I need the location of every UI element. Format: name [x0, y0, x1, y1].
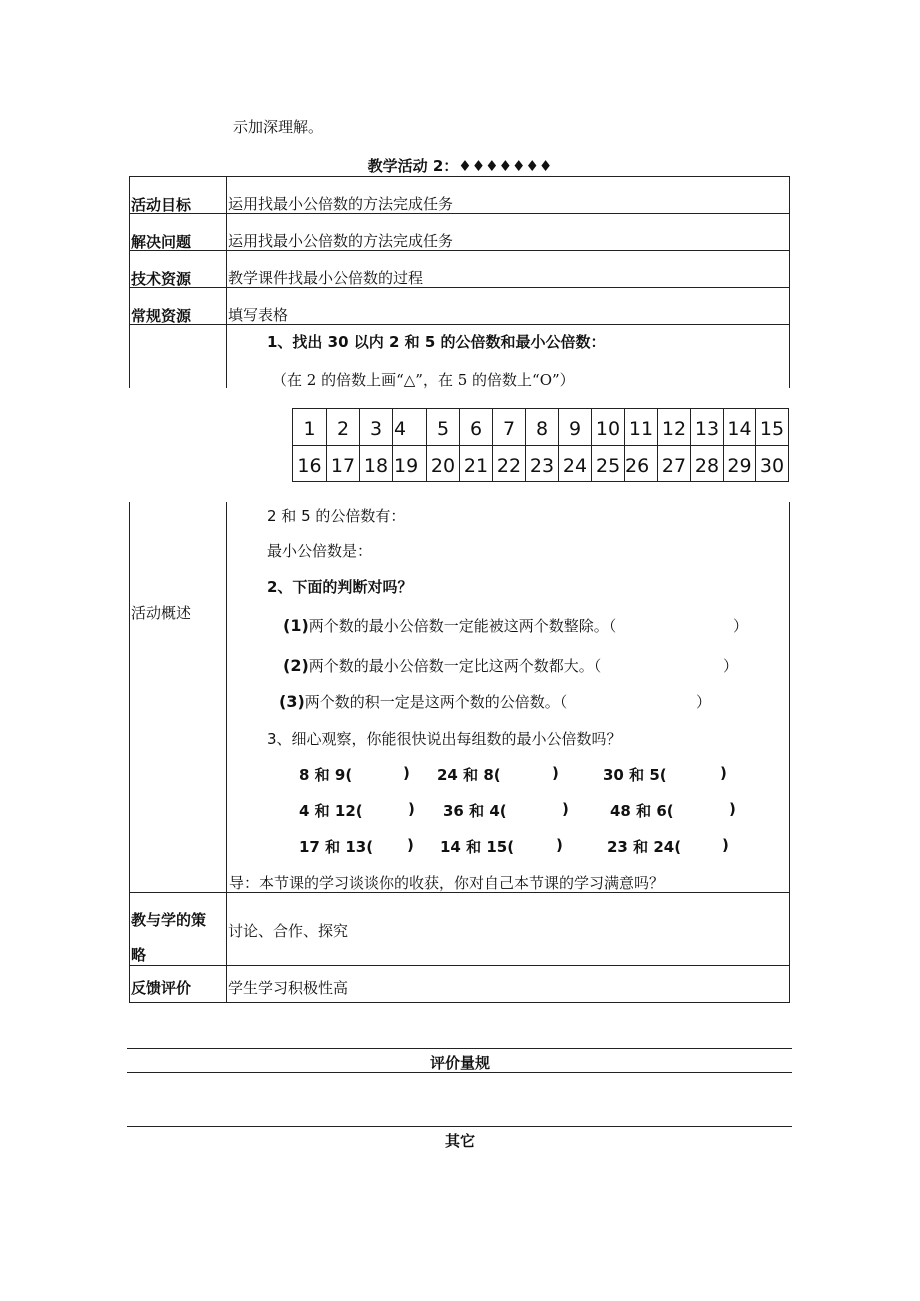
lcm-question: 48 和 6( [610, 802, 674, 820]
number-cell: 19 [393, 446, 427, 482]
table-border-left [129, 176, 130, 388]
number-cell: 3 [360, 409, 393, 445]
number-cell: 18 [360, 446, 393, 482]
other-top-rule [127, 1126, 792, 1127]
number-grid [292, 408, 789, 482]
judgment-item [283, 615, 616, 636]
goal-label: 活动目标 [131, 196, 192, 214]
judgment-number: (1) [283, 616, 309, 635]
number-cell: 4 [393, 409, 427, 445]
lcm-question-close: ) [556, 836, 563, 854]
table-border-left [129, 502, 130, 1003]
number-cell: 8 [526, 409, 559, 445]
number-cell: 12 [658, 409, 691, 445]
number-cell: 11 [625, 409, 658, 445]
table-border-right [789, 502, 790, 1003]
table-column-divider [226, 502, 227, 1003]
activity-title: 教学活动 2：♦♦♦♦♦♦♦ [367, 157, 553, 175]
number-cell: 9 [559, 409, 592, 445]
table-border-bottom [129, 1002, 790, 1003]
problem-value: 运用找最小公倍数的方法完成任务 [228, 232, 454, 250]
judgment-close: ） [723, 657, 739, 675]
judgment-number: (2) [283, 656, 309, 675]
number-cell: 5 [427, 409, 460, 445]
lcm-question: 17 和 13( [299, 838, 374, 856]
number-cell: 22 [493, 446, 526, 482]
number-cell: 15 [759, 418, 785, 440]
lcm-question-close: ) [403, 764, 410, 782]
task1-title: 1、找出 30 以内 2 和 5 的公倍数和最小公倍数： [267, 333, 606, 351]
judgment-text: 两个数的最小公倍数一定比这两个数都大。（ [308, 657, 602, 675]
number-grid-row-1 [293, 409, 788, 445]
rubric-bottom-rule [127, 1072, 792, 1073]
lcm-question: 4 和 12( [299, 802, 363, 820]
number-cell: 16 [293, 446, 327, 482]
number-cell: 2 [327, 409, 360, 445]
lcm-question-close: ) [722, 836, 729, 854]
lcm-question-close: ) [729, 800, 736, 818]
feedback-value: 学生学习积极性高 [228, 979, 349, 997]
number-cell: 14 [724, 409, 756, 445]
task1-instruction: （在 2 的倍数上画“△”，在 5 的倍数上“O”） [272, 371, 575, 389]
number-cell: 23 [526, 446, 559, 482]
other-title: 其它 [444, 1132, 475, 1150]
number-cell: 25 [592, 446, 625, 482]
number-cell: 21 [460, 446, 493, 482]
task2-title: 2、下面的判断对吗？ [267, 578, 413, 596]
number-cell: 17 [327, 446, 360, 482]
common-multiples-text: 2 和 5 的公倍数有： [267, 507, 406, 525]
regular-label: 常规资源 [131, 307, 192, 325]
number-cell: 20 [427, 446, 460, 482]
lcm-question-close: ) [720, 764, 727, 782]
lcm-question: 23 和 24( [607, 838, 682, 856]
table-column-divider [226, 176, 227, 388]
lcm-question-close: ) [408, 800, 415, 818]
number-grid-row-divider [293, 445, 788, 446]
number-cell: 10 [592, 409, 625, 445]
regular-value: 填写表格 [228, 306, 289, 324]
goal-value: 运用找最小公倍数的方法完成任务 [228, 195, 454, 213]
number-cell: 1 [293, 409, 327, 445]
lcm-question-close: ) [552, 764, 559, 782]
number-cell: 29 [724, 446, 756, 482]
rubric-top-rule [127, 1048, 792, 1049]
intro-text: 示加深理解。 [233, 118, 324, 136]
number-cell: 13 [691, 409, 724, 445]
tech-value: 教学课件找最小公倍数的过程 [228, 269, 424, 287]
table-row-divider [129, 965, 790, 966]
judgment-close: ） [696, 693, 712, 711]
lcm-question: 30 和 5( [603, 766, 667, 784]
overview-label: 活动概述 [131, 604, 192, 622]
lcm-text: 最小公倍数是： [267, 542, 373, 560]
strategy-label-line2: 略 [131, 946, 147, 964]
tech-label: 技术资源 [131, 270, 192, 288]
lcm-question-close: ) [562, 800, 569, 818]
number-cell: 24 [559, 446, 592, 482]
number-cell: 28 [691, 446, 724, 482]
judgment-text: 两个数的最小公倍数一定能被这两个数整除。（ [308, 617, 617, 635]
lcm-question-close: ) [407, 836, 414, 854]
table-border-right [789, 176, 790, 388]
strategy-value: 讨论、合作、探究 [228, 922, 349, 940]
lcm-question: 14 和 15( [440, 838, 515, 856]
number-cell: 30 [759, 455, 785, 477]
judgment-text: 两个数的积一定是这两个数的公倍数。（ [304, 693, 568, 711]
judgment-close: ） [733, 617, 749, 635]
number-cell: 26 [625, 446, 658, 482]
number-grid-row-2 [293, 446, 788, 482]
lcm-question: 36 和 4( [443, 802, 507, 820]
lcm-question: 8 和 9( [299, 766, 353, 784]
task3-title-text: 3、细心观察，你能很快说出每组数的最小公倍数吗？ [267, 730, 622, 748]
rubric-title: 评价量规 [429, 1054, 490, 1072]
feedback-label: 反馈评价 [131, 979, 192, 997]
number-cell: 27 [658, 446, 691, 482]
guide-text: 导：本节课的学习谈谈你的收获，你对自己本节课的学习满意吗？ [229, 874, 665, 892]
number-cell: 6 [460, 409, 493, 445]
strategy-label-line1: 教与学的策 [131, 911, 207, 929]
problem-label: 解决问题 [131, 233, 192, 251]
judgment-item [279, 691, 567, 712]
number-cell: 7 [493, 409, 526, 445]
judgment-item [283, 655, 601, 676]
lcm-question: 24 和 8( [437, 766, 501, 784]
task3-title [267, 728, 622, 749]
table-border-top [129, 176, 790, 177]
judgment-number: (3) [279, 692, 305, 711]
